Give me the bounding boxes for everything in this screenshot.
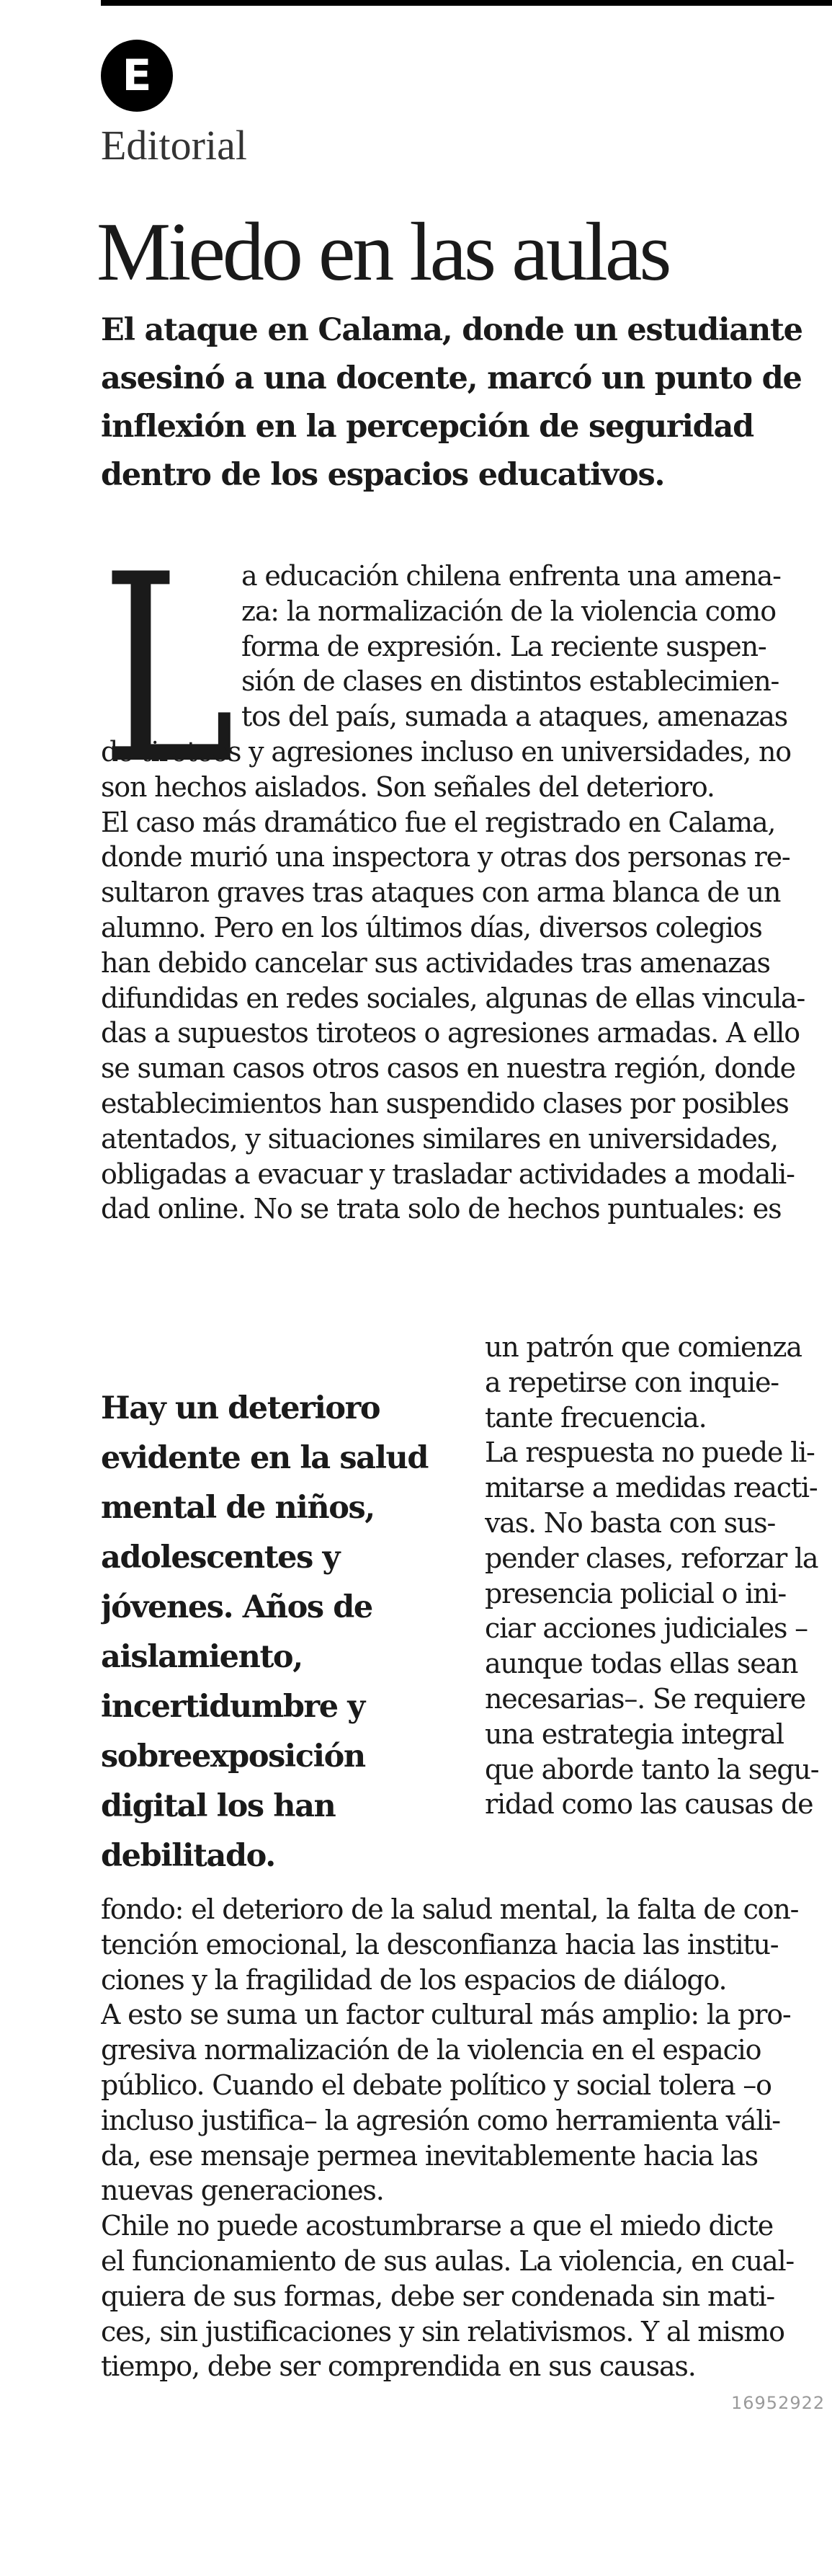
lead-paragraph xyxy=(101,306,832,499)
body-line: vas. No basta con sus- xyxy=(485,1506,776,1539)
body-line: alumno. Pero en los últimos días, diversos colegios xyxy=(101,911,762,943)
body-text-top xyxy=(101,519,832,1227)
body-line: nuevas generaciones. xyxy=(101,2175,384,2207)
body-line: La respuesta no puede li- xyxy=(485,1436,815,1469)
pull-quote-line: jóvenes. Años de xyxy=(101,1589,372,1625)
pull-quote-line: evidente en la salud xyxy=(101,1440,429,1476)
section-label: Editorial xyxy=(101,122,247,169)
body-line: gresiva normalización de la violencia en el espacio xyxy=(101,2034,761,2066)
body-line: da, ese mensaje permea inevitablemente hacia las xyxy=(101,2139,758,2172)
body-line: tención emocional, la desconfianza hacia las institu- xyxy=(101,1928,779,1960)
lead-line: El ataque en Calama, donde un estudiante xyxy=(101,312,802,348)
body-line: donde murió una inspectora y otras dos personas re- xyxy=(101,841,790,874)
body-line: fondo: el deterioro de la salud mental, la falta de con- xyxy=(101,1893,799,1925)
body-line: forma de expresión. La reciente suspen- xyxy=(241,630,766,662)
pull-quote-line: Hay un deterioro xyxy=(101,1390,380,1426)
pull-quote-line: mental de niños, xyxy=(101,1490,375,1526)
body-line: ciones y la fragilidad de los espacios de diálogo. xyxy=(101,1963,727,1996)
body-line: a repetirse con inquie- xyxy=(485,1366,779,1398)
body-line: establecimientos han suspendido clases por posibles xyxy=(101,1087,789,1119)
body-text-bottom xyxy=(101,1892,832,2384)
body-line: se suman casos otros casos en nuestra región, donde xyxy=(101,1052,795,1085)
body-line: el funcionamiento de sus aulas. La violencia, en cual- xyxy=(101,2244,795,2277)
body-line: pender clases, reforzar la xyxy=(485,1542,818,1574)
body-line: de tiroteos y agresiones incluso en universidades, no xyxy=(101,735,791,768)
lead-line: asesinó a una docente, marcó un punto de xyxy=(101,360,802,396)
body-line: das a supuestos tiroteos o agresiones armadas. A ello xyxy=(101,1017,800,1049)
body-line: un patrón que comienza xyxy=(485,1331,802,1363)
body-line: presencia policial o ini- xyxy=(485,1577,787,1609)
body-line: tante frecuencia. xyxy=(485,1401,707,1434)
body-line: ciar acciones judiciales – xyxy=(485,1612,808,1645)
pull-quote xyxy=(101,1384,447,1881)
body-line: son hechos aislados. Son señales del deterioro. xyxy=(101,770,715,803)
body-line: obligadas a evacuar y trasladar actividades a modali- xyxy=(101,1158,795,1190)
body-line: quiera de sus formas, debe ser condenada sin mati- xyxy=(101,2280,774,2312)
body-line: que aborde tanto la segu- xyxy=(485,1753,819,1785)
body-text-right-column xyxy=(485,1330,832,1822)
pull-quote-line: digital los han xyxy=(101,1788,336,1824)
section-badge xyxy=(101,40,173,112)
body-line: han debido cancelar sus actividades tras amenazas xyxy=(101,946,770,979)
body-line: atentados, y situaciones similares en universidades, xyxy=(101,1122,778,1155)
pull-quote-line: debilitado. xyxy=(101,1838,275,1874)
body-line: ces, sin justificaciones y sin relativismos. Y al mismo xyxy=(101,2315,784,2348)
body-line: za: la normalización de la violencia como xyxy=(241,595,776,627)
body-line: dad online. No se trata solo de hechos puntuales: es xyxy=(101,1193,782,1225)
pull-quote-line: incertidumbre y xyxy=(101,1689,364,1725)
body-line: Chile no puede acostumbrarse a que el miedo dicte xyxy=(101,2210,774,2242)
body-line: ridad como las causas de xyxy=(485,1788,813,1821)
body-line: mitarse a medidas reacti- xyxy=(485,1472,818,1504)
body-line: El caso más dramático fue el registrado en Calama, xyxy=(101,806,776,838)
lead-line: dentro de los espacios educativos. xyxy=(101,457,665,493)
body-line: una estrategia integral xyxy=(485,1718,784,1750)
pull-quote-line: aislamiento, xyxy=(101,1639,303,1675)
top-rule xyxy=(101,0,832,6)
body-line: tiempo, debe ser comprendida en sus causas. xyxy=(101,2350,696,2383)
body-line: público. Cuando el debate político y social tolera –o xyxy=(101,2069,771,2101)
body-line: A esto se suma un factor cultural más amplio: la pro- xyxy=(101,1999,791,2031)
body-line: tos del país, sumada a ataques, amenazas xyxy=(241,701,788,733)
body-line: incluso justifica– la agresión como herramienta váli- xyxy=(101,2104,780,2136)
body-line: difundidas en redes sociales, algunas de ellas vincula- xyxy=(101,982,805,1014)
pull-quote-line: sobreexposición xyxy=(101,1738,365,1775)
edition-id: 16952922 xyxy=(731,2393,826,2413)
body-line: necesarias–. Se requiere xyxy=(485,1682,806,1715)
drop-cap: L xyxy=(101,519,236,821)
section-badge-letter: E xyxy=(122,50,152,101)
body-line: sultaron graves tras ataques con arma blanca de un xyxy=(101,876,781,909)
body-line: sión de clases en distintos establecimien- xyxy=(241,665,779,698)
body-line: a educación chilena enfrenta una amena- xyxy=(241,560,781,592)
headline: Miedo en las aulas xyxy=(97,206,669,298)
lead-line: inflexión en la percepción de seguridad xyxy=(101,409,754,445)
pull-quote-line: adolescentes y xyxy=(101,1540,340,1576)
body-line: aunque todas ellas sean xyxy=(485,1648,798,1680)
